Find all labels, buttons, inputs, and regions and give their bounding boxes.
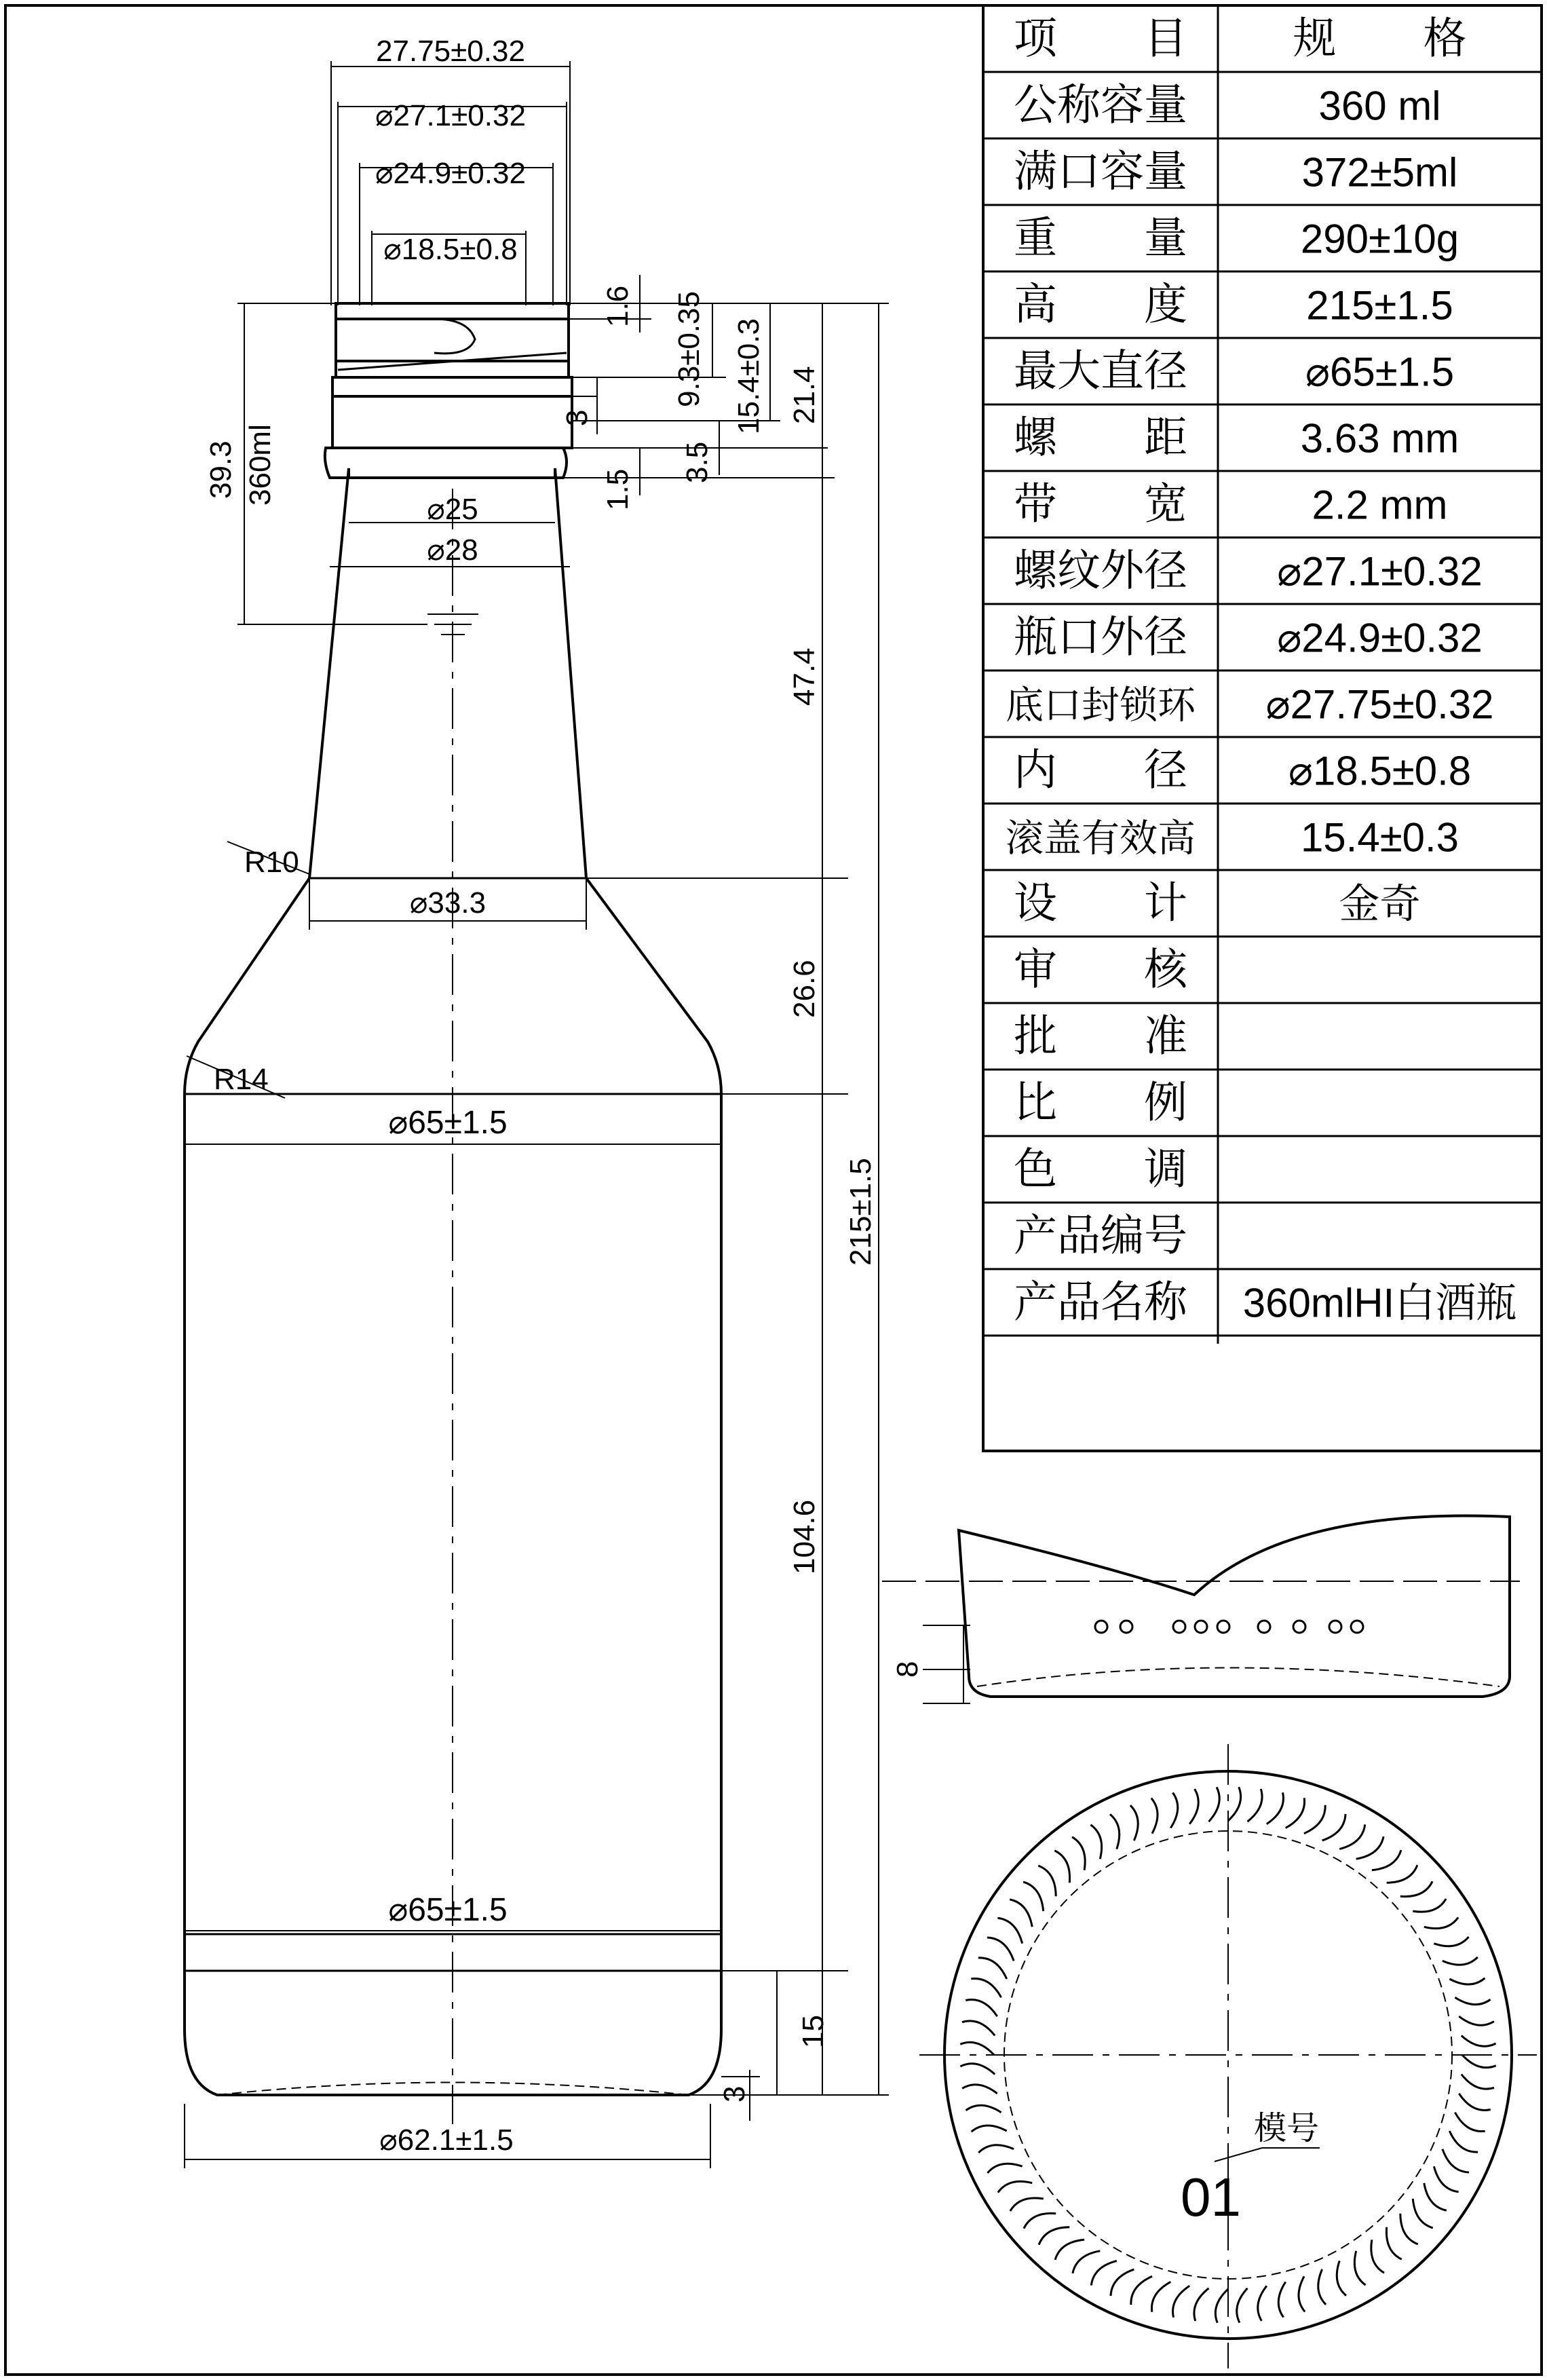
- table-row-label: 色 调: [1014, 1144, 1187, 1195]
- dim-neck-28: ⌀28: [427, 533, 478, 567]
- table-row-label: 产品编号: [1014, 1211, 1187, 1262]
- knurl-mark: [1055, 2240, 1084, 2260]
- table-header-item: 项 目: [1014, 14, 1187, 64]
- knurl-mark: [1170, 1793, 1177, 1828]
- knurl-mark: [1299, 2276, 1305, 2311]
- dim-shoulder: ⌀33.3: [409, 886, 486, 920]
- knurl-mark: [1462, 2075, 1494, 2090]
- table-row-value: 2.2 mm: [1312, 482, 1448, 528]
- table-row-value: ⌀18.5±0.8: [1288, 748, 1472, 794]
- knurl-mark: [1400, 1881, 1432, 1896]
- knurl-mark: [1024, 2213, 1056, 2228]
- dim-h-base-8: 8: [891, 1661, 924, 1678]
- knurl-mark: [1209, 1787, 1220, 1821]
- fill-mark-label: 360ml: [244, 424, 277, 506]
- knurl-mark: [1459, 2016, 1494, 2025]
- knurl-mark: [1434, 2166, 1458, 2192]
- table-row-value: 215±1.5: [1306, 282, 1453, 328]
- table-row-label: 审 核: [1014, 945, 1187, 996]
- knurl-mark: [1459, 2094, 1490, 2111]
- knurl-mark: [1443, 2149, 1469, 2172]
- dim-thread: ⌀27.1±0.32: [375, 99, 526, 132]
- knurl-mark: [1455, 2113, 1485, 2132]
- table-row-value: ⌀24.9±0.32: [1277, 615, 1483, 661]
- knurl-mark: [971, 1978, 1001, 1997]
- table-row-label: 公称容量: [1014, 80, 1187, 131]
- knurl-mark: [1130, 1805, 1138, 1840]
- table-row-label: 滚盖有效高: [1006, 816, 1196, 861]
- knurl-mark: [1434, 1937, 1468, 1946]
- dim-h-3: 3: [560, 409, 594, 426]
- dim-h-26-6: 26.6: [788, 960, 821, 1018]
- knurl-mark: [972, 2126, 1007, 2132]
- knurl-mark: [987, 2164, 1022, 2173]
- knurl-mark: [1424, 1917, 1458, 1928]
- table-row-value: 290±10g: [1300, 216, 1459, 262]
- knurl-mark: [1072, 1837, 1085, 1870]
- knurl-mark: [1356, 1836, 1383, 1859]
- knurl-mark: [1039, 2227, 1069, 2245]
- table-row-value: 372±5ml: [1301, 149, 1458, 195]
- knurl-mark: [1010, 1900, 1032, 1927]
- knurl-mark: [997, 1918, 1022, 1944]
- dim-h-1-6: 1.6: [601, 285, 634, 327]
- knurl-mark: [1386, 2227, 1401, 2259]
- table-row-label: 高 度: [1014, 280, 1187, 330]
- knurl-mark: [1010, 2198, 1044, 2211]
- table-row-label: 批 准: [1014, 1011, 1187, 1062]
- table-row-value: 15.4±0.3: [1300, 814, 1459, 861]
- knurl-mark: [1278, 2282, 1285, 2317]
- dim-h-104-6: 104.6: [788, 1499, 821, 1574]
- mold-number: 01: [1181, 2167, 1241, 2227]
- knurl-mark: [987, 1938, 1014, 1961]
- knurl-mark: [1228, 1787, 1241, 1821]
- knurl-mark: [1413, 1899, 1446, 1912]
- dim-h-total: 215±1.5: [844, 1158, 877, 1266]
- knurl-mark: [966, 2000, 997, 2017]
- dim-h-15: 15: [797, 2015, 830, 2048]
- table-row-label: 满口容量: [1014, 147, 1187, 197]
- knurl-mark: [1090, 1825, 1101, 1859]
- knurl-mark: [1449, 2131, 1478, 2152]
- knurl-mark: [1387, 1865, 1417, 1883]
- table-row-label: 最大直径: [1014, 346, 1187, 397]
- knurl-mark: [1189, 1789, 1198, 1824]
- mold-label: 模号: [1254, 2109, 1320, 2147]
- knurl-mark: [1462, 2055, 1496, 2068]
- dim-base: ⌀62.1±1.5: [379, 2123, 514, 2157]
- dim-h-15-4: 15.4±0.3: [732, 318, 765, 434]
- table-row-value: 360mlHI白酒瓶: [1242, 1280, 1517, 1326]
- mold-leader: [1215, 2148, 1262, 2161]
- base-plan-view: [919, 1744, 1537, 2368]
- table-row-value: 360 ml: [1318, 83, 1441, 129]
- knurl-mark: [1091, 2261, 1117, 2285]
- knurl-mark: [962, 2085, 997, 2094]
- knurl-mark: [1371, 2240, 1384, 2273]
- knurl-mark: [1267, 1792, 1284, 1824]
- knurl-mark: [1054, 1851, 1069, 1883]
- knurl-mark: [1151, 2282, 1170, 2311]
- knurl-mark: [1151, 1798, 1158, 1834]
- knurl-mark: [962, 2021, 995, 2036]
- knurl-mark: [960, 2042, 994, 2055]
- table-row-label: 比 例: [1014, 1078, 1187, 1129]
- knurl-mark: [1462, 2036, 1496, 2047]
- table-row-value: ⌀27.75±0.32: [1265, 681, 1494, 728]
- knurl-mark: [1449, 1978, 1485, 1984]
- knurl-mark: [1339, 1824, 1365, 1849]
- knurl-mark: [1322, 1814, 1345, 1840]
- knurl-mark: [978, 1958, 1007, 1979]
- table-row-label: 产品名称: [1014, 1277, 1187, 1328]
- knurl-mark: [978, 2145, 1014, 2153]
- knurl-mark: [1372, 1850, 1401, 1870]
- table-row-value: ⌀27.1±0.32: [1277, 548, 1483, 594]
- dim-h-1-5: 1.5: [601, 468, 634, 510]
- table-header-spec: 规 格: [1293, 14, 1467, 64]
- table-row-label: 内 径: [1014, 745, 1187, 796]
- table-row-label: 重 量: [1014, 213, 1187, 264]
- dim-neck-25: ⌀25: [427, 493, 478, 526]
- knurl-mark: [1354, 2251, 1365, 2285]
- knurl-mark: [1413, 2199, 1433, 2228]
- knurl-mark: [1073, 2251, 1100, 2273]
- knurl-mark: [1318, 2269, 1326, 2305]
- knurl-mark: [1337, 2261, 1346, 2295]
- dim-h-base-3: 3: [718, 2085, 751, 2102]
- dim-body-top: ⌀65±1.5: [388, 1105, 508, 1141]
- dim-h-21-4: 21.4: [788, 366, 821, 424]
- knurl-mark: [1023, 1882, 1044, 1911]
- dim-h-3-5: 3.5: [681, 441, 714, 483]
- knurl-mark: [1173, 2286, 1190, 2317]
- base-section-view: [882, 1515, 1520, 1697]
- knurl-mark: [1400, 2214, 1418, 2244]
- knurl-mark: [1286, 1798, 1305, 1828]
- dim-lock-ring: 27.75±0.32: [376, 35, 525, 68]
- dim-h-39-3: 39.3: [204, 440, 237, 499]
- table-row-value: 3.63 mm: [1300, 415, 1459, 461]
- knurl-mark: [966, 2105, 1001, 2112]
- table-row-label: 底口封锁环: [1006, 683, 1196, 728]
- radius-neck: R10: [244, 846, 299, 879]
- table-row-label: 设 计: [1014, 878, 1187, 929]
- table-row-label: 瓶口外径: [1014, 612, 1187, 663]
- knurl-mark: [1215, 2289, 1228, 2323]
- knurl-mark: [1258, 2286, 1267, 2321]
- knurl-mark: [1131, 2276, 1152, 2305]
- table-row-label: 带 宽: [1014, 479, 1187, 530]
- knurl-mark: [960, 2064, 995, 2075]
- table-row-value: 金奇: [1339, 881, 1421, 927]
- dim-h-9-3: 9.3±0.35: [672, 291, 706, 407]
- knurl-mark: [1110, 1814, 1120, 1849]
- knurl-mark: [1237, 2288, 1248, 2323]
- dim-body-bottom: ⌀65±1.5: [388, 1892, 508, 1928]
- table-row-label: 螺 距: [1014, 413, 1187, 464]
- table-row-value: ⌀65±1.5: [1305, 349, 1455, 395]
- table-row-label: 螺纹外径: [1014, 546, 1187, 597]
- knurl-mark: [1038, 1866, 1056, 1896]
- knurl-mark: [1248, 1789, 1263, 1821]
- knurl-mark: [1443, 1957, 1478, 1965]
- radius-shoulder: R14: [214, 1063, 269, 1096]
- knurl-mark: [998, 2181, 1032, 2192]
- knurl-mark: [1194, 2288, 1209, 2321]
- dim-h-47-4: 47.4: [788, 647, 821, 706]
- knurl-mark: [1455, 1997, 1490, 2004]
- knurl-mark: [1304, 1805, 1325, 1834]
- dimension-lines: [185, 61, 970, 2168]
- knurl-mark: [1111, 2269, 1134, 2296]
- dim-bore: ⌀18.5±0.8: [383, 233, 518, 266]
- dim-finish: ⌀24.9±0.32: [375, 157, 526, 190]
- knurl-mark: [1424, 2183, 1447, 2210]
